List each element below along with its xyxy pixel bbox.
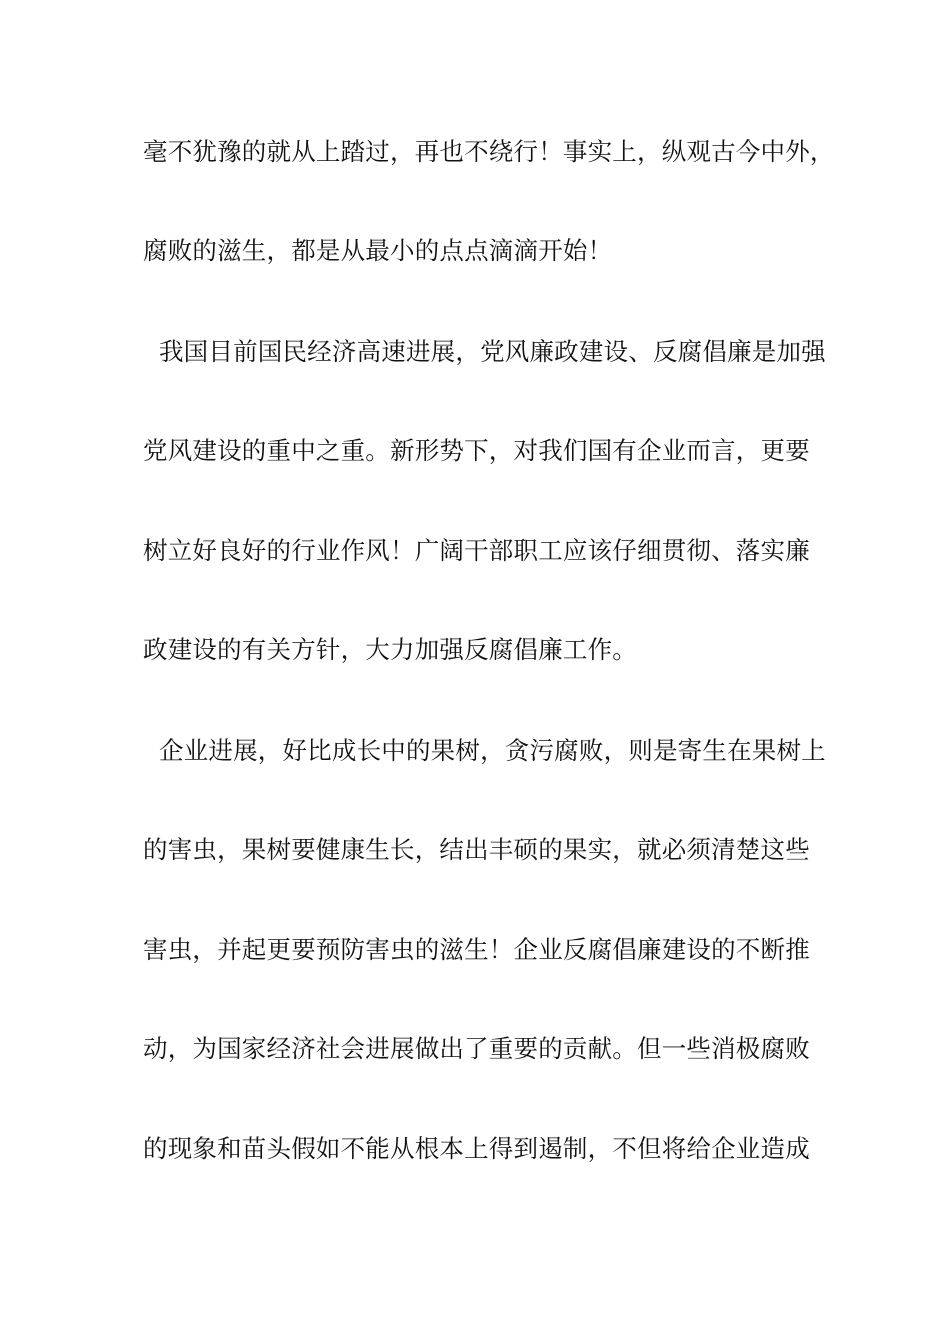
text-line: 的现象和苗头假如不能从根本上得到遏制，不但将给企业造成 (143, 1134, 810, 1163)
text-line: 树立好良好的行业作风！广阔干部职工应该仔细贯彻、落实廉 (143, 536, 810, 565)
text-line: 毫不犹豫的就从上踏过，再也不绕行！事实上，纵观古今中外， (143, 137, 835, 166)
text-line: 党风建设的重中之重。新形势下，对我们国有企业而言，更要 (143, 436, 810, 465)
text-line: 害虫，并起更要预防害虫的滋生！企业反腐倡廉建设的不断推 (143, 935, 810, 964)
paragraph-start-line: 我国目前国民经济高速进展，党风廉政建设、反腐倡廉是加强 (143, 337, 826, 366)
text-line: 政建设的有关方针，大力加强反腐倡廉工作。 (143, 635, 637, 664)
text-line: 腐败的滋生，都是从最小的点点滴滴开始！ (143, 236, 613, 265)
paragraph-start-line: 企业进展，好比成长中的果树，贪污腐败，则是寄生在果树上 (143, 736, 826, 765)
text-line: 动，为国家经济社会进展做出了重要的贡献。但一些消极腐败 (143, 1034, 810, 1063)
text-line: 的害虫，果树要健康生长，结出丰硕的果实，就必须清楚这些 (143, 835, 810, 864)
